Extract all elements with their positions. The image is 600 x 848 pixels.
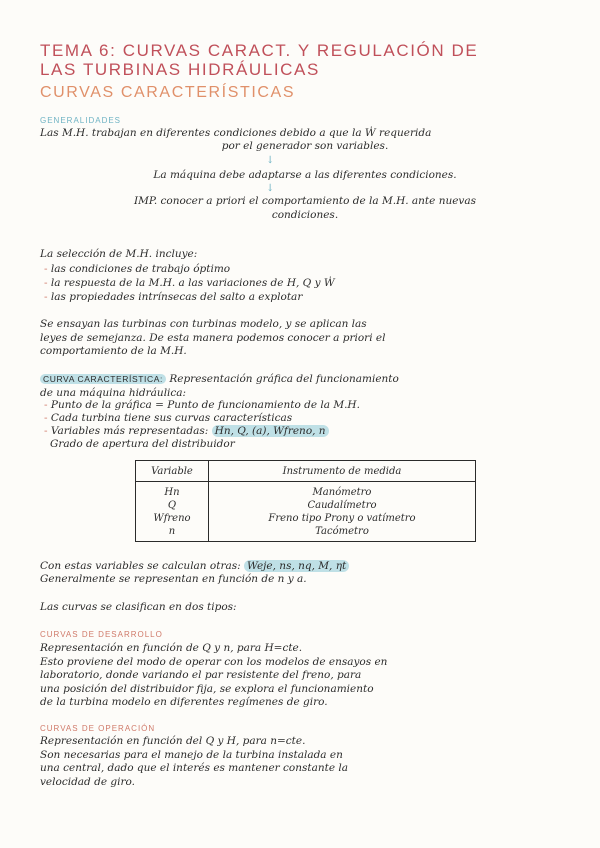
ensayos-line-1: Se ensayan las turbinas con turbinas modelo, y se aplican las	[40, 318, 367, 330]
operacion-line: una central, dado que el interés es mantener constante la	[40, 762, 349, 774]
curva-bullet	[44, 399, 360, 413]
variables-highlight: Hn, Q, (a), Wfreno, n	[212, 425, 329, 437]
curva-bullet	[44, 425, 329, 439]
curva-bullet-text: Variables más representadas:	[50, 425, 209, 437]
table-header-row	[136, 461, 476, 482]
title-line-1: TEMA 6: CURVAS CARACT. Y REGULACIÓN DE	[40, 41, 479, 60]
curva-line-2: de una máquina hidráulica:	[40, 387, 187, 399]
seleccion-item-text: las condiciones de trabajo óptimo	[50, 263, 231, 275]
desarrollo-line: Esto proviene del modo de operar con los modelos de ensayos en	[40, 656, 388, 668]
table-cell-instrument: Manómetro	[312, 487, 372, 498]
instrument-table	[135, 460, 476, 542]
table-row	[136, 499, 476, 512]
arrow-down-icon: ↓	[266, 183, 275, 194]
generalidades-heading: GENERALIDADES	[40, 116, 122, 125]
ensayos-line-3: comportamiento de la M.H.	[40, 345, 187, 357]
seleccion-item-text: las propiedades intrínsecas del salto a explotar	[50, 291, 303, 303]
generalidades-line-1: Las M.H. trabajan en diferentes condiciones debido a que la Ẇ requerida	[40, 127, 432, 139]
curva-grado-line: Grado de apertura del distribuidor	[50, 438, 235, 450]
desarrollo-heading: CURVAS DE DESARROLLO	[40, 630, 163, 639]
title-line-2: LAS TURBINAS HIDRÁULICAS	[40, 60, 320, 79]
operacion-line: Representación en función del Q y H, para n=cte.	[40, 735, 306, 747]
page-title	[40, 42, 570, 78]
curva-bullet-text: Cada turbina tiene sus curvas características	[50, 412, 293, 424]
seleccion-item	[44, 291, 302, 305]
bullet-dash-icon: -	[44, 291, 51, 303]
operacion-line: Son necesarias para el manejo de la turbina instalada en	[40, 749, 343, 761]
operacion-line: velocidad de giro.	[40, 776, 135, 788]
bullet-dash-icon: -	[44, 399, 51, 411]
desarrollo-line: Representación en función de Q y n, para H=cte.	[40, 642, 303, 654]
seleccion-item	[44, 263, 230, 277]
generalidades-line-5: condiciones.	[271, 209, 339, 221]
bullet-dash-icon: -	[44, 263, 51, 275]
calc-line-1	[40, 560, 349, 574]
desarrollo-line: una posición del distribuidor fija, se explora el funcionamiento	[40, 683, 374, 695]
arrow-down-icon: ↓	[266, 155, 275, 166]
table-cell-instrument: Caudalímetro	[307, 500, 377, 511]
ensayos-line-2: leyes de semejanza. De esta manera podemos conocer a priori el	[40, 332, 386, 344]
table-cell-instrument: Tacómetro	[315, 526, 369, 537]
calc-line-1-text: Con estas variables se calculan otras:	[40, 560, 241, 572]
curva-bullet	[44, 412, 292, 426]
table-row	[136, 525, 476, 542]
table-header-instrument: Instrumento de medida	[209, 461, 476, 482]
generalidades-line-3: La máquina debe adaptarse a las diferentes condiciones.	[153, 169, 457, 181]
generalidades-line-2: por el generador son variables.	[221, 140, 389, 152]
curva-label-highlight: CURVA CARACTERÍSTICA:	[40, 374, 166, 384]
desarrollo-line: laboratorio, donde variando el par resistente del freno, para	[40, 669, 362, 681]
section-title: CURVAS CARACTERÍSTICAS	[40, 84, 296, 101]
tipos-line: Las curvas se clasifican en dos tipos:	[40, 601, 237, 613]
calc-line-2: Generalmente se representan en función de n y a.	[40, 573, 307, 585]
curva-bullet-text: Punto de la gráfica = Punto de funcionamiento de la M.H.	[50, 399, 360, 411]
curva-line-1-text: Representación gráfica del funcionamiento	[169, 373, 399, 385]
bullet-dash-icon: -	[44, 412, 51, 424]
desarrollo-line: de la turbina modelo en diferentes regímenes de giro.	[40, 696, 328, 708]
seleccion-item	[44, 277, 335, 291]
bullet-dash-icon: -	[44, 425, 51, 437]
seleccion-item-text: la respuesta de la M.H. a las variaciones de H, Q y Ẇ	[50, 277, 335, 289]
generalidades-line-4: IMP. conocer a priori el comportamiento de la M.H. ante nuevas	[133, 195, 477, 207]
table-cell-variable: Hn	[136, 482, 209, 500]
table-cell-variable: Q	[136, 499, 209, 512]
table-cell-variable: Wfreno	[136, 512, 209, 525]
curva-line-1	[40, 373, 399, 387]
table-cell-variable: n	[136, 525, 209, 542]
operacion-heading: CURVAS DE OPERACIÓN	[40, 724, 156, 733]
table-row	[136, 512, 476, 525]
seleccion-intro: La selección de M.H. incluye:	[40, 248, 198, 260]
table-cell-instrument: Freno tipo Prony o vatímetro	[268, 513, 416, 524]
calc-vars-highlight: Weje, ns, nq, M, ηt	[244, 560, 349, 572]
bullet-dash-icon: -	[44, 277, 51, 289]
table-row	[136, 482, 476, 500]
table-header-variable: Variable	[136, 461, 209, 482]
